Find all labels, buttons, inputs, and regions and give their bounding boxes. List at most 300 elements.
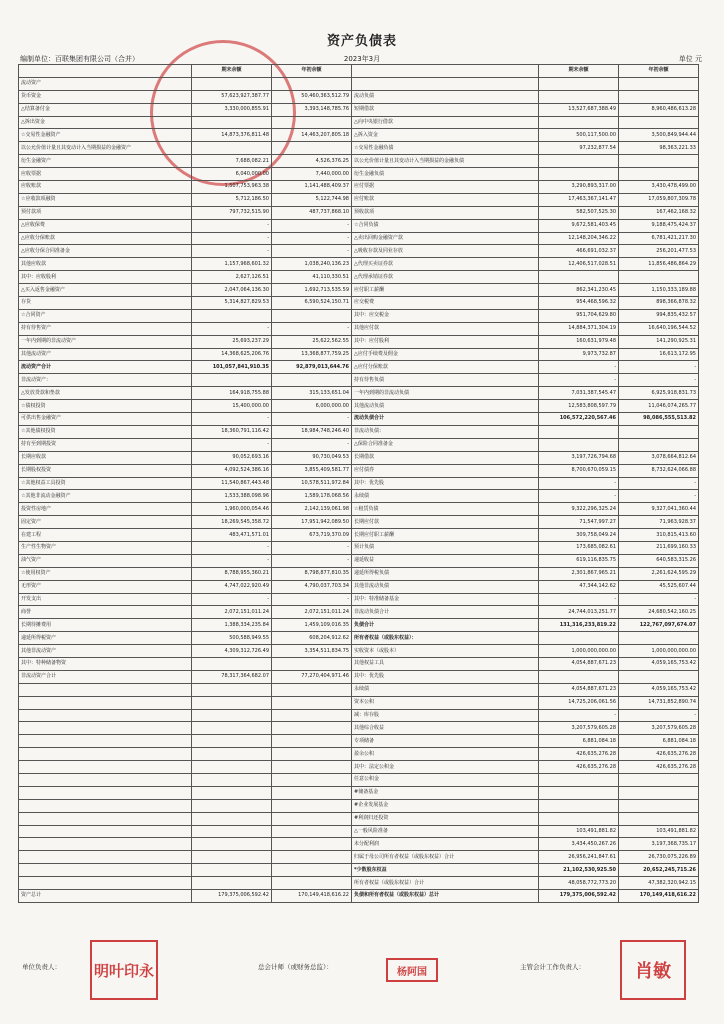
amount-cell: 2,047,064,136.30	[192, 284, 272, 297]
amount-cell: 4,526,376.25	[272, 155, 352, 168]
table-row	[19, 541, 699, 554]
amount-cell	[272, 77, 352, 90]
amount-cell	[272, 864, 352, 877]
asset-label: 长期股权投资	[19, 464, 192, 477]
amount-cell	[539, 799, 619, 812]
amount-cell	[539, 438, 619, 451]
amount-cell: -	[539, 593, 619, 606]
amount-cell: 14,463,207,805.18	[272, 129, 352, 142]
amount-cell: 47,382,320,942.15	[619, 877, 699, 890]
asset-label: 固定资产	[19, 516, 192, 529]
amount-cell: -	[619, 490, 699, 503]
amount-cell: 10,578,511,972.84	[272, 477, 352, 490]
amount-cell: 3,197,726,794.68	[539, 451, 619, 464]
amount-cell: -	[619, 374, 699, 387]
liability-label: 预计负债	[352, 541, 539, 554]
amount-cell: 2,072,151,011.24	[272, 606, 352, 619]
amount-cell: -	[192, 322, 272, 335]
amount-cell: 141,290,925.31	[619, 335, 699, 348]
asset-label: 应收账款	[19, 181, 192, 194]
header-row	[19, 65, 699, 78]
asset-label: 非流动资产合计	[19, 670, 192, 683]
header-cell	[19, 65, 192, 78]
amount-cell: 15,400,000.00	[192, 400, 272, 413]
amount-cell	[272, 761, 352, 774]
amount-cell: 57,623,927,387.77	[192, 90, 272, 103]
table-row	[19, 219, 699, 232]
amount-cell: 173,685,082.61	[539, 541, 619, 554]
amount-cell: -	[192, 593, 272, 606]
amount-cell	[192, 142, 272, 155]
amount-cell: 3,330,000,855.91	[192, 103, 272, 116]
table-row	[19, 413, 699, 426]
amount-cell: 3,393,148,785.76	[272, 103, 352, 116]
asset-label: 无形资产	[19, 580, 192, 593]
amount-cell: 426,635,276.28	[619, 761, 699, 774]
amount-cell	[192, 786, 272, 799]
liability-label: 应付票据	[352, 181, 539, 194]
amount-cell: 1,038,240,136.23	[272, 258, 352, 271]
amount-cell: -	[539, 361, 619, 374]
amount-cell: 12,583,808,597.79	[539, 400, 619, 413]
asset-label	[19, 748, 192, 761]
amount-cell: 7,688,082.21	[192, 155, 272, 168]
amount-cell: 8,700,670,059.15	[539, 464, 619, 477]
amount-cell	[272, 657, 352, 670]
liability-label: 其他非流动负债	[352, 580, 539, 593]
asset-label: ☆使用权资产	[19, 567, 192, 580]
table-row	[19, 348, 699, 361]
table-row	[19, 232, 699, 245]
amount-cell: 1,960,000,054.46	[192, 503, 272, 516]
table-row	[19, 683, 699, 696]
liability-label: △保险合同准备金	[352, 438, 539, 451]
amount-cell: 8,960,486,613.28	[619, 103, 699, 116]
asset-label: 以公允价值计量且其变动计入当期损益的金融资产	[19, 142, 192, 155]
amount-cell: 48,058,772,773.20	[539, 877, 619, 890]
asset-label	[19, 735, 192, 748]
table-row	[19, 516, 699, 529]
amount-cell: 5,712,186.50	[192, 193, 272, 206]
header-cell	[352, 65, 539, 78]
liability-label: 其中：优先股	[352, 670, 539, 683]
liability-label: 流动负债	[352, 90, 539, 103]
asset-label	[19, 761, 192, 774]
amount-cell	[619, 786, 699, 799]
liability-label: 应付债券	[352, 464, 539, 477]
liability-label: ☆合同负债	[352, 219, 539, 232]
amount-cell: 310,815,413.60	[619, 529, 699, 542]
amount-cell	[192, 116, 272, 129]
asset-label: △应收分保合同准备金	[19, 245, 192, 258]
table-row	[19, 90, 699, 103]
amount-cell: 466,691,032.37	[539, 245, 619, 258]
liability-label: 其他权益工具	[352, 657, 539, 670]
liability-label: 非流动负债合计	[352, 606, 539, 619]
liability-label: 其他综合收益	[352, 722, 539, 735]
amount-cell: 3,434,450,267.26	[539, 838, 619, 851]
header-left-end: 期末余额	[192, 65, 272, 78]
amount-cell	[192, 722, 272, 735]
asset-label	[19, 722, 192, 735]
amount-cell: 6,000,000.00	[272, 400, 352, 413]
asset-label: 流动资产合计	[19, 361, 192, 374]
liability-label: 其中：特准储备基金	[352, 593, 539, 606]
asset-label: 持有待售资产	[19, 322, 192, 335]
table-row	[19, 593, 699, 606]
amount-cell: 5,122,744.98	[272, 193, 352, 206]
amount-cell: 98,086,555,513.82	[619, 413, 699, 426]
amount-cell: 2,261,624,595.29	[619, 567, 699, 580]
amount-cell: 45,525,607.44	[619, 580, 699, 593]
amount-cell: 1,459,109,016.35	[272, 619, 352, 632]
amount-cell: 608,204,912.62	[272, 632, 352, 645]
amount-cell: 6,925,918,831.73	[619, 387, 699, 400]
liability-label: 所有者权益（或股东权益）：	[352, 632, 539, 645]
table-row	[19, 529, 699, 542]
amount-cell	[192, 374, 272, 387]
amount-cell: 47,344,142.62	[539, 580, 619, 593]
amount-cell	[192, 77, 272, 90]
table-row	[19, 425, 699, 438]
personal-stamp	[90, 940, 158, 1000]
liability-label: ☆交易性金融负债	[352, 142, 539, 155]
amount-cell	[272, 799, 352, 812]
asset-label: 投资性房地产	[19, 503, 192, 516]
amount-cell: 500,117,500.00	[539, 129, 619, 142]
amount-cell	[619, 438, 699, 451]
amount-cell: 7,440,000.00	[272, 168, 352, 181]
amount-cell	[272, 877, 352, 890]
liability-label: #利润归还投资	[352, 812, 539, 825]
asset-label	[19, 696, 192, 709]
compiler-unit: 编制单位：百联集团有限公司（合并）	[20, 55, 139, 63]
amount-cell: 20,652,245,715.26	[619, 864, 699, 877]
amount-cell	[539, 77, 619, 90]
table-row	[19, 258, 699, 271]
amount-cell	[539, 632, 619, 645]
amount-cell: -	[272, 438, 352, 451]
amount-cell	[272, 748, 352, 761]
amount-cell: 12,148,204,346.22	[539, 232, 619, 245]
table-row	[19, 554, 699, 567]
personal-stamp-text: 明叶印永	[93, 961, 154, 980]
asset-label	[19, 877, 192, 890]
liability-label: 盈余公积	[352, 748, 539, 761]
liability-label: △卖出回购金融资产款	[352, 232, 539, 245]
liability-label: 长期应付职工薪酬	[352, 529, 539, 542]
amount-cell: 1,000,000,000.00	[539, 645, 619, 658]
amount-cell: 5,314,827,829.53	[192, 297, 272, 310]
amount-cell	[539, 425, 619, 438]
table-row	[19, 786, 699, 799]
asset-label: 应收票据	[19, 168, 192, 181]
asset-label: 其中：应收股利	[19, 271, 192, 284]
amount-cell	[192, 851, 272, 864]
amount-cell: -	[192, 438, 272, 451]
table-row	[19, 193, 699, 206]
amount-cell: -	[619, 361, 699, 374]
table-row	[19, 103, 699, 116]
amount-cell: 3,855,409,581.77	[272, 464, 352, 477]
asset-label	[19, 773, 192, 786]
asset-label: ☆交易性金融资产	[19, 129, 192, 142]
amount-cell: 9,188,475,424.37	[619, 219, 699, 232]
asset-label: 货币资金	[19, 90, 192, 103]
table-row	[19, 825, 699, 838]
amount-cell: 1,141,488,409.37	[272, 181, 352, 194]
amount-cell: 16,640,196,544.52	[619, 322, 699, 335]
chief-accountant-stamp-text: 肖敏	[635, 961, 671, 982]
table-row	[19, 387, 699, 400]
asset-label: △拆出资金	[19, 116, 192, 129]
amount-cell: 25,622,562.55	[272, 335, 352, 348]
liability-label: 永续债	[352, 683, 539, 696]
amount-cell	[192, 864, 272, 877]
amount-cell: 1,157,968,601.32	[192, 258, 272, 271]
liability-label: 非流动负债：	[352, 425, 539, 438]
amount-cell: 14,368,625,206.76	[192, 348, 272, 361]
liability-label: 负债合计	[352, 619, 539, 632]
amount-cell: 77,270,404,971.46	[272, 670, 352, 683]
amount-cell	[539, 116, 619, 129]
table-row	[19, 657, 699, 670]
amount-cell: 954,468,596.32	[539, 297, 619, 310]
liability-label: #企业发展基金	[352, 799, 539, 812]
liability-label: 流动负债合计	[352, 413, 539, 426]
signature-stamp-text: 杨阿国	[397, 966, 427, 978]
amount-cell: -	[539, 490, 619, 503]
table-row	[19, 490, 699, 503]
asset-label: 其他流动资产	[19, 348, 192, 361]
amount-cell: 17,951,942,089.50	[272, 516, 352, 529]
amount-cell	[619, 670, 699, 683]
liability-label: 递延收益	[352, 554, 539, 567]
amount-cell: 862,341,230.45	[539, 284, 619, 297]
amount-cell: 9,672,581,403.45	[539, 219, 619, 232]
amount-cell: 3,290,893,317.00	[539, 181, 619, 194]
amount-cell: -	[272, 554, 352, 567]
amount-cell: 4,059,165,753.42	[619, 657, 699, 670]
asset-label: 油气资产	[19, 554, 192, 567]
asset-label	[19, 812, 192, 825]
table-row	[19, 361, 699, 374]
amount-cell: -	[192, 554, 272, 567]
amount-cell: -	[192, 245, 272, 258]
amount-cell	[619, 271, 699, 284]
amount-cell: 315,133,651.04	[272, 387, 352, 400]
amount-cell	[192, 683, 272, 696]
table-row	[19, 451, 699, 464]
amount-cell: 8,798,877,810.35	[272, 567, 352, 580]
amount-cell: 13,368,877,759.25	[272, 348, 352, 361]
liability-label: 预收款项	[352, 206, 539, 219]
amount-cell: 3,207,579,605.28	[539, 722, 619, 735]
table-row	[19, 580, 699, 593]
amount-cell: 24,744,013,251.77	[539, 606, 619, 619]
amount-cell	[192, 309, 272, 322]
amount-cell: 3,500,849,944.44	[619, 129, 699, 142]
table-row	[19, 709, 699, 722]
table-row	[19, 632, 699, 645]
asset-label: 其他非流动资产	[19, 645, 192, 658]
period: 2023年3月	[343, 55, 381, 63]
asset-label: 可供出售金融资产	[19, 413, 192, 426]
liability-label: #储备基金	[352, 786, 539, 799]
amount-cell: 18,984,748,246.40	[272, 425, 352, 438]
table-row	[19, 645, 699, 658]
table-row	[19, 400, 699, 413]
amount-cell	[192, 812, 272, 825]
amount-cell	[272, 696, 352, 709]
liability-label	[352, 77, 539, 90]
asset-label: ☆合同资产	[19, 309, 192, 322]
liability-label: 持有待售负债	[352, 374, 539, 387]
table-row	[19, 761, 699, 774]
amount-cell	[192, 735, 272, 748]
liability-label: 长期借款	[352, 451, 539, 464]
amount-cell: 797,732,515.90	[192, 206, 272, 219]
table-row	[19, 735, 699, 748]
asset-label: △结算备付金	[19, 103, 192, 116]
amount-cell: 426,635,276.28	[539, 761, 619, 774]
liability-label: △拆入资金	[352, 129, 539, 142]
amount-cell: 3,197,368,735.17	[619, 838, 699, 851]
amount-cell	[192, 657, 272, 670]
amount-cell	[619, 632, 699, 645]
amount-cell: -	[539, 709, 619, 722]
amount-cell: 3,430,478,499.00	[619, 181, 699, 194]
amount-cell: 582,507,525.30	[539, 206, 619, 219]
asset-label: 持有至到期投资	[19, 438, 192, 451]
liability-label: 其他应付款	[352, 322, 539, 335]
amount-cell	[539, 812, 619, 825]
amount-cell: -	[272, 245, 352, 258]
asset-label: △应收分保账款	[19, 232, 192, 245]
amount-cell: 18,360,791,116.42	[192, 425, 272, 438]
amount-cell: -	[619, 593, 699, 606]
amount-cell: 14,731,852,890.74	[619, 696, 699, 709]
asset-label: ☆其他债权投资	[19, 425, 192, 438]
liability-label: 减：库存股	[352, 709, 539, 722]
table-row	[19, 773, 699, 786]
amount-cell	[272, 374, 352, 387]
amount-cell: 2,627,126.51	[192, 271, 272, 284]
amount-cell	[272, 851, 352, 864]
amount-cell: 14,873,376,811.48	[192, 129, 272, 142]
amount-cell	[539, 155, 619, 168]
table-row	[19, 271, 699, 284]
table-row	[19, 890, 699, 903]
amount-cell: 1,150,333,189.88	[619, 284, 699, 297]
amount-cell: 14,884,371,304.19	[539, 322, 619, 335]
table-row	[19, 464, 699, 477]
amount-cell: 1,533,388,098.96	[192, 490, 272, 503]
liability-label: 所有者权益（或股东权益）合计	[352, 877, 539, 890]
amount-cell: 25,693,237.29	[192, 335, 272, 348]
table-row	[19, 503, 699, 516]
footer-head-label: 单位负责人：	[22, 963, 61, 971]
asset-label: 递延所得税资产	[19, 632, 192, 645]
table-row	[19, 877, 699, 890]
table-row	[19, 168, 699, 181]
table-body	[19, 77, 699, 902]
amount-cell: 24,680,542,160.25	[619, 606, 699, 619]
liability-label: 任意公积金	[352, 773, 539, 786]
amount-cell: 6,781,421,217.30	[619, 232, 699, 245]
amount-cell: 98,363,221.33	[619, 142, 699, 155]
amount-cell: 101,057,841,910.35	[192, 361, 272, 374]
amount-cell: 2,301,867,965.21	[539, 567, 619, 580]
amount-cell: 1,507,753,963.38	[192, 181, 272, 194]
liability-label: △应付分保账款	[352, 361, 539, 374]
amount-cell: 50,460,363,512.79	[272, 90, 352, 103]
amount-cell: 951,704,629.80	[539, 309, 619, 322]
table-row	[19, 606, 699, 619]
amount-cell: 11,856,486,864.29	[619, 258, 699, 271]
amount-cell: 90,730,049.53	[272, 451, 352, 464]
amount-cell: 26,730,075,226.89	[619, 851, 699, 864]
table-row	[19, 116, 699, 129]
asset-label: 其他应收款	[19, 258, 192, 271]
amount-cell: -	[192, 219, 272, 232]
liability-label: 归属于母公司所有者权益（或股东权益）合计	[352, 851, 539, 864]
table-row	[19, 722, 699, 735]
table-row	[19, 477, 699, 490]
amount-cell: 179,375,006,592.42	[192, 890, 272, 903]
asset-label: ☆债权投资	[19, 400, 192, 413]
liability-label: 应付职工薪酬	[352, 284, 539, 297]
asset-label	[19, 838, 192, 851]
table-row	[19, 155, 699, 168]
liability-label: 一年内到期的非流动负债	[352, 387, 539, 400]
liability-label: 应交税费	[352, 297, 539, 310]
amount-cell: 483,471,571.01	[192, 529, 272, 542]
amount-cell: 4,059,165,753.42	[619, 683, 699, 696]
amount-cell: 1,589,178,068.56	[272, 490, 352, 503]
amount-cell: -	[619, 709, 699, 722]
amount-cell: 170,149,418,616.22	[619, 890, 699, 903]
liability-label: 其中：法定公积金	[352, 761, 539, 774]
liability-label: 其中：优先股	[352, 477, 539, 490]
amount-cell: 2,142,139,061.98	[272, 503, 352, 516]
liability-label: 应付账款	[352, 193, 539, 206]
liability-label: 其他流动负债	[352, 400, 539, 413]
asset-label: 流动资产	[19, 77, 192, 90]
asset-label: ☆应收款项融资	[19, 193, 192, 206]
liability-label: △一般风险准备	[352, 825, 539, 838]
amount-cell	[272, 812, 352, 825]
amount-cell: 6,040,000.00	[192, 168, 272, 181]
amount-cell: 619,116,835.75	[539, 554, 619, 567]
amount-cell: 103,491,881.82	[539, 825, 619, 838]
amount-cell	[272, 838, 352, 851]
amount-cell: -	[192, 541, 272, 554]
amount-cell: 131,316,233,819.22	[539, 619, 619, 632]
amount-cell: 18,269,545,358.72	[192, 516, 272, 529]
amount-cell: 4,054,887,671.23	[539, 683, 619, 696]
liability-label: 负债和所有者权益（或股东权益）总计	[352, 890, 539, 903]
amount-cell	[192, 877, 272, 890]
amount-cell: 164,918,755.88	[192, 387, 272, 400]
amount-cell: -	[272, 413, 352, 426]
amount-cell: 97,232,877.54	[539, 142, 619, 155]
amount-cell: 41,110,330.51	[272, 271, 352, 284]
amount-cell: 9,973,732.87	[539, 348, 619, 361]
amount-cell: 4,747,022,920.49	[192, 580, 272, 593]
amount-cell: 16,613,172.95	[619, 348, 699, 361]
amount-cell: 92,879,013,644.76	[272, 361, 352, 374]
